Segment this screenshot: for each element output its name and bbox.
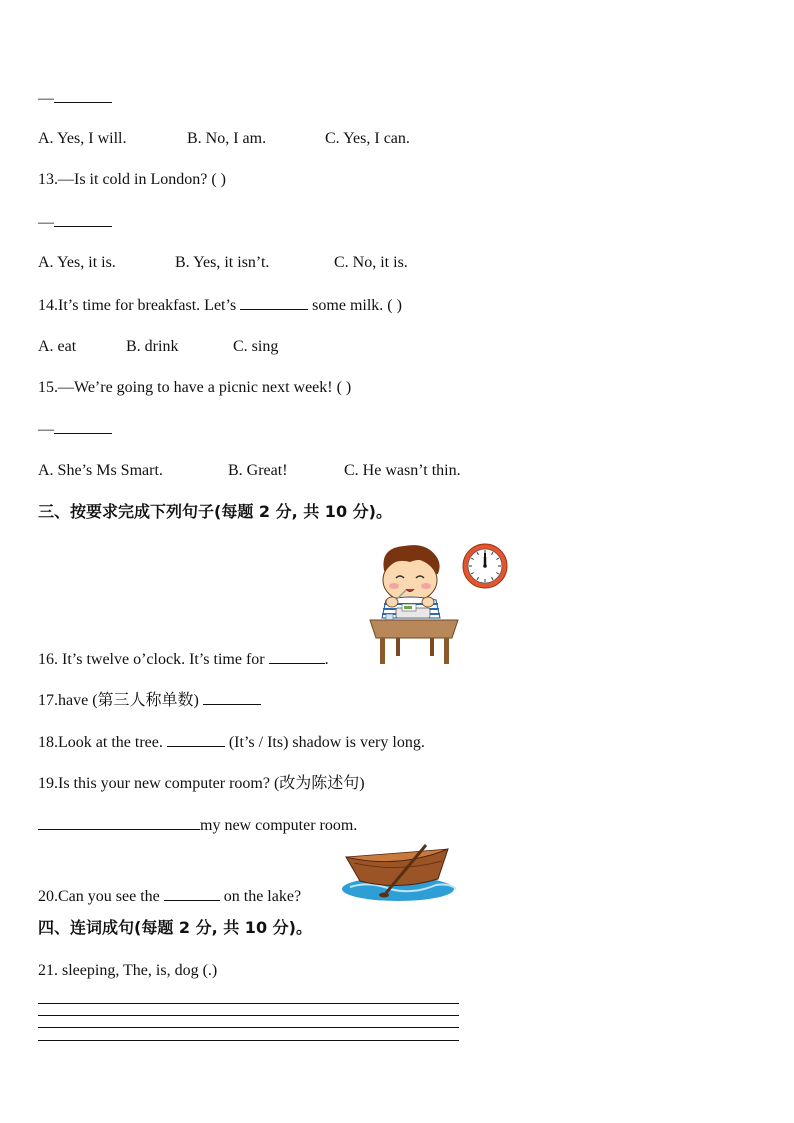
q17-text: 17.have (第三人称单数) xyxy=(38,692,199,709)
q13-answer-dash: — xyxy=(38,214,54,231)
q12-options xyxy=(38,129,538,149)
q13-question: 13.—Is it cold in London? ( ) xyxy=(38,171,226,188)
q14-option-c[interactable]: C. sing xyxy=(233,338,279,355)
q15-option-c[interactable]: C. He wasn’t thin. xyxy=(344,462,461,479)
q20-question-before: 20.Can you see the xyxy=(38,888,160,905)
q13-answer-blank[interactable] xyxy=(54,212,112,227)
q20-question-after: on the lake? xyxy=(223,888,302,905)
q15-option-a[interactable]: A. She’s Ms Smart. xyxy=(38,462,163,479)
q16-question xyxy=(38,649,329,670)
q15-option-b[interactable]: B. Great! xyxy=(228,462,288,479)
q18-question-before: 18.Look at the tree. xyxy=(38,734,163,751)
q13-option-a[interactable]: A. Yes, it is. xyxy=(38,254,116,271)
q19-answer-line xyxy=(38,815,357,836)
q16-question-before: 16. It’s twelve o’clock. It’s time for xyxy=(38,651,265,668)
writing-line[interactable] xyxy=(38,1003,459,1004)
q18-question-after: (It’s / Its) shadow is very long. xyxy=(228,734,425,751)
q12-answer-blank[interactable] xyxy=(54,88,112,103)
q19-question: 19.Is this your new computer room? (改为陈述句) xyxy=(38,775,365,792)
writing-line[interactable] xyxy=(38,1027,459,1028)
clock-illustration xyxy=(461,542,509,590)
q16-blank[interactable] xyxy=(269,649,325,664)
q12-option-a[interactable]: A. Yes, I will. xyxy=(38,130,127,147)
q19-blank[interactable] xyxy=(38,815,200,830)
boy-eating-illustration xyxy=(366,542,464,666)
q14-question-after: some milk. ( ) xyxy=(312,297,402,314)
q19-answer-after: my new computer room. xyxy=(200,817,358,834)
q20-blank[interactable] xyxy=(164,886,220,901)
writing-line[interactable] xyxy=(38,1015,459,1016)
q17-blank[interactable] xyxy=(203,690,261,705)
q21-question: 21. sleeping, The, is, dog (.) xyxy=(38,962,218,979)
q13-option-b[interactable]: B. Yes, it isn’t. xyxy=(175,254,270,271)
q18-question xyxy=(38,732,425,753)
q14-option-b[interactable]: B. drink xyxy=(126,338,179,355)
q13-option-c[interactable]: C. No, it is. xyxy=(334,254,408,271)
q15-answer-line xyxy=(38,419,112,440)
q16-question-after: . xyxy=(324,651,329,668)
q12-option-b[interactable]: B. No, I am. xyxy=(187,130,267,147)
q18-blank[interactable] xyxy=(167,732,225,747)
q15-question: 15.—We’re going to have a picnic next week! ( ) xyxy=(38,379,352,396)
boat-illustration xyxy=(340,843,458,905)
section-3-title: 三、按要求完成下列句子(每题 2 分, 共 10 分)。 xyxy=(38,502,392,521)
q12-option-c[interactable]: C. Yes, I can. xyxy=(325,130,410,147)
q14-question-before: 14.It’s time for breakfast. Let’s xyxy=(38,297,237,314)
q15-answer-blank[interactable] xyxy=(54,419,112,434)
q12-answer-dash: — xyxy=(38,90,54,107)
section-4-title: 四、连词成句(每题 2 分, 共 10 分)。 xyxy=(38,918,312,937)
q20-question xyxy=(38,886,301,907)
q14-blank[interactable] xyxy=(240,295,308,310)
q14-options xyxy=(38,337,438,357)
q13-answer-line xyxy=(38,212,112,233)
q12-answer-line xyxy=(38,88,112,109)
writing-line[interactable] xyxy=(38,1040,459,1041)
q14-option-a[interactable]: A. eat xyxy=(38,338,77,355)
q13-options xyxy=(38,253,538,273)
q15-answer-dash: — xyxy=(38,421,54,438)
q17-question xyxy=(38,690,261,711)
q14-question xyxy=(38,295,402,316)
q15-options xyxy=(38,461,538,481)
